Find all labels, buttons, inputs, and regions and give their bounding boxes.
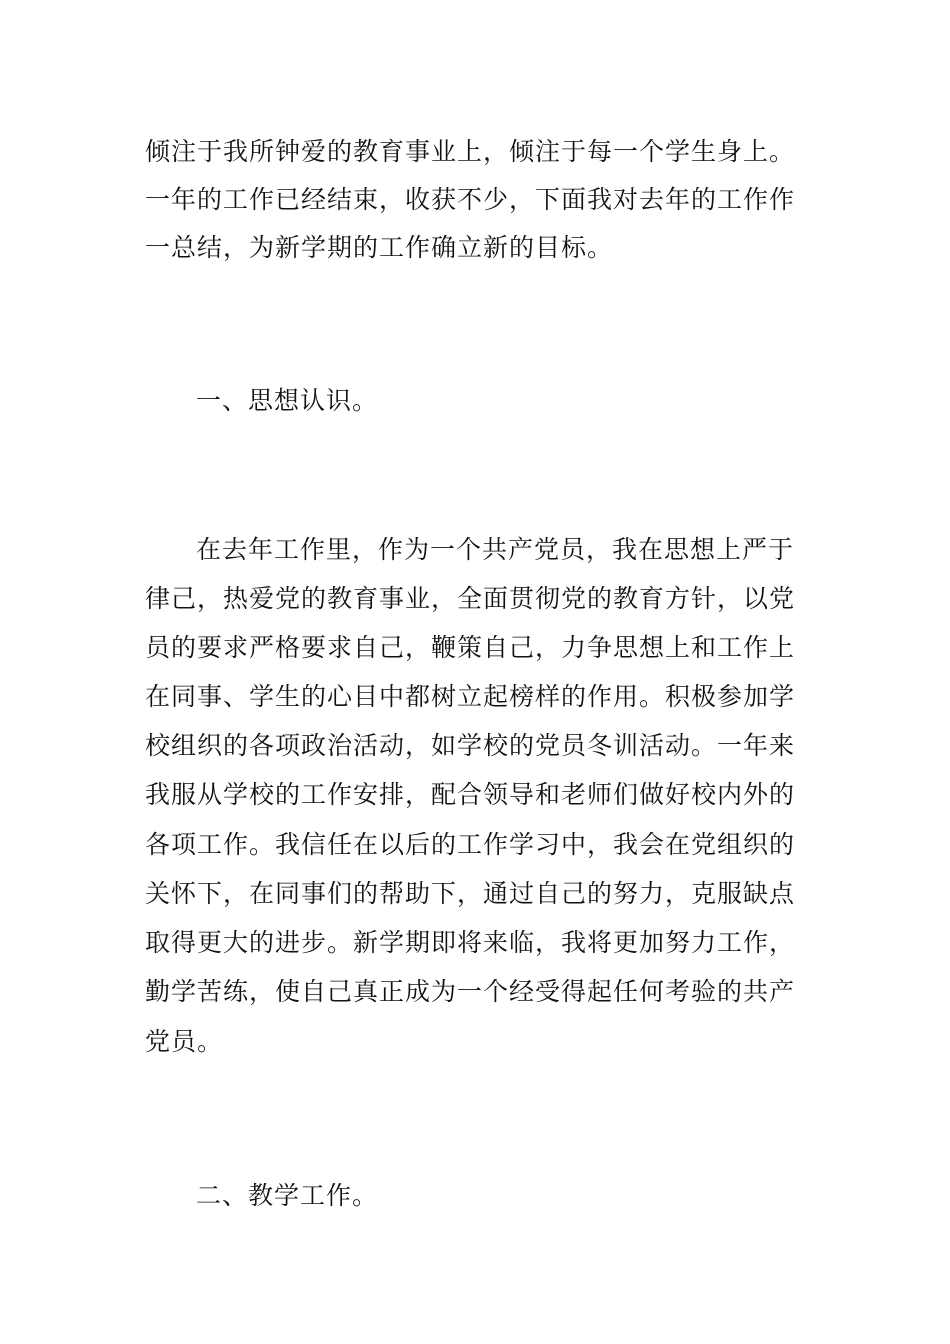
section-heading-2: 二、教学工作。 (196, 1181, 379, 1210)
paragraph-line-10: 勤学苦练，使自己真正成为一个经受得起任何考验的共产 (145, 977, 796, 1006)
paragraph-line-9: 取得更大的进步。新学期即将来临，我将更加努力工作， (145, 928, 796, 957)
paragraph-line-11: 党员。 (145, 1027, 224, 1056)
intro-line-1: 倾注于我所钟爱的教育事业上，倾注于每一个学生身上。 (145, 137, 796, 166)
paragraph-line-8: 关怀下，在同事们的帮助下，通过自己的努力，克服缺点 (145, 879, 796, 908)
intro-line-3: 一总结，为新学期的工作确立新的目标。 (145, 233, 614, 262)
section-heading-1: 一、思想认识。 (196, 386, 379, 415)
paragraph-line-1: 在去年工作里，作为一个共产党员，我在思想上严于 (196, 535, 795, 564)
paragraph-line-5: 校组织的各项政治活动，如学校的党员冬训活动。一年来 (145, 731, 796, 760)
paragraph-line-4: 在同事、学生的心目中都树立起榜样的作用。积极参加学 (145, 682, 796, 711)
paragraph-line-6: 我服从学校的工作安排，配合领导和老师们做好校内外的 (145, 780, 796, 809)
paragraph-line-3: 员的要求严格要求自己，鞭策自己，力争思想上和工作上 (145, 633, 796, 662)
paragraph-line-2: 律己，热爱党的教育事业，全面贯彻党的教育方针，以党 (145, 584, 796, 613)
intro-line-2: 一年的工作已经结束，收获不少，下面我对去年的工作作 (145, 185, 796, 214)
paragraph-line-7: 各项工作。我信任在以后的工作学习中，我会在党组织的 (145, 830, 796, 859)
